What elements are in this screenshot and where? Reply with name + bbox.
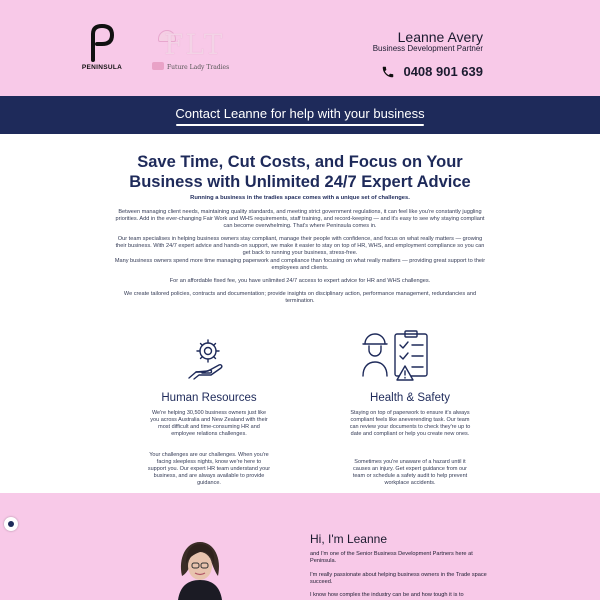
contact-banner[interactable] bbox=[0, 96, 600, 134]
service-text-whs-2: Sometimes you're unaware of a hazard until it causes an injury. Get expert guidance from our team or schedule a safety audit to help prevent workplace accidents. bbox=[352, 459, 468, 486]
phone-link[interactable] bbox=[381, 64, 483, 79]
paragraph: Between managing client needs, maintaining quality standards, and meeting strict government regulations, it can feel like you're constantly juggling priorities. Add in the ever-changing Fair Work and WHS requirements, staff training, and record-keeping — and it's easy to see why staying compliant can become overwhelming. That's where Peninsula comes in. bbox=[115, 209, 485, 229]
service-title-whs: Health & Safety bbox=[370, 392, 450, 404]
worker-checklist-icon bbox=[361, 328, 437, 384]
peninsula-p-icon bbox=[88, 24, 116, 62]
peninsula-wordmark: PENINSULA bbox=[81, 64, 123, 71]
future-lady-tradies-logo[interactable] bbox=[150, 28, 230, 74]
paragraph: For an affordable fixed fee, you have unlimited 24/7 access to expert advice for HR and WHS challenges. bbox=[169, 278, 431, 284]
phone-number: 0408 901 639 bbox=[403, 64, 483, 79]
paragraph: We create tailored policies, contracts and documentation; provide insights on disciplinary action, performance management, redundancies and termination. bbox=[123, 291, 477, 304]
page-title: Save Time, Cut Costs, and Focus on Your Business with Unlimited 24/7 Expert Advice bbox=[129, 153, 471, 191]
contact-role: Business Development Partner bbox=[372, 44, 483, 53]
chat-icon[interactable] bbox=[4, 517, 18, 531]
banner-underline bbox=[176, 124, 424, 126]
service-text-hr-1: We're helping 30,500 business owners just like you across Australia and New Zealand with their most difficult and time-consuming HR and employee relations challenges. bbox=[150, 410, 268, 437]
fl-logo-letters: FLT bbox=[164, 28, 225, 61]
about-heading: Hi, I'm Leanne bbox=[310, 532, 387, 546]
about-paragraph: I know how complex the industry can be and how tough it is to bbox=[310, 592, 464, 598]
about-paragraph: I'm really passionate about helping business owners in the Trade space succeed. bbox=[310, 572, 487, 585]
paragraph: Our team specialises in helping business owners stay compliant, manage their people with confidence, and focus on what really matters — growing their business. With 24/7 expert advice and hands-on support, we make it easier to stay on top of HR, WHS, and employment compliance so you can get back to running your business, stress-free. bbox=[115, 236, 485, 256]
intro-text: Running a business in the tradies space comes with a unique set of challenges. bbox=[190, 195, 410, 201]
portrait-photo bbox=[168, 536, 232, 600]
service-text-whs-1: Staying on top of paperwork to ensure it's always compliant feels like aneverending task. Our team can review your documents to check they're up to date and compliant or help you create new ones. bbox=[349, 410, 471, 437]
paragraph: Many business owners spend more time managing paperwork and compliance than focusing on what really matters — providing great support to their employees and clients. bbox=[114, 258, 486, 271]
about-section bbox=[0, 493, 600, 600]
banner-text: Contact Leanne for help with your business bbox=[175, 106, 425, 121]
peninsula-logo[interactable] bbox=[78, 24, 126, 76]
gear-hand-icon bbox=[183, 334, 233, 384]
service-text-hr-2: Your challenges are our challenges. When you're facing sleepless nights, know we're here to support you. Our expert HR team understand your business, and are always available to provide guidance. bbox=[147, 452, 271, 486]
phone-icon bbox=[381, 65, 395, 79]
about-paragraph: and I'm one of the Senior Business Development Partners here at Peninsula. bbox=[310, 551, 473, 564]
contact-name: Leanne Avery bbox=[397, 29, 483, 45]
truck-icon bbox=[152, 62, 164, 70]
service-title-hr: Human Resources bbox=[161, 392, 257, 404]
fl-logo-tagline: Future Lady Tradies bbox=[167, 64, 230, 71]
